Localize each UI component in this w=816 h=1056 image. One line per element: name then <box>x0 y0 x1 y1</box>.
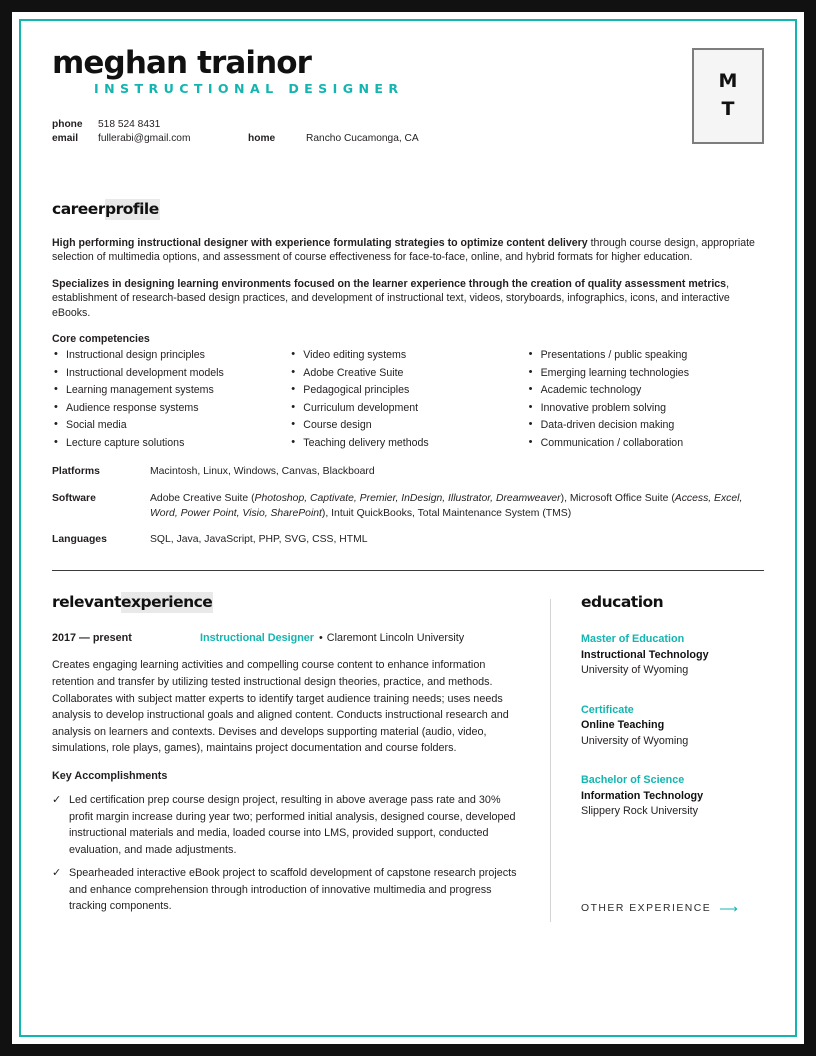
contact-info <box>52 118 764 146</box>
software-text-2: ), Microsoft Office Suite ( <box>560 493 675 505</box>
software-label: Software <box>52 493 96 505</box>
education-item <box>581 773 763 820</box>
job-dates: 2017 — present <box>52 632 132 645</box>
list-item: • Presentations / public speaking <box>527 347 764 365</box>
heading-text-experience: experience <box>121 592 213 611</box>
list-item: • Course design <box>289 417 526 435</box>
education-school: Slippery Rock University <box>581 805 698 818</box>
profile-paragraph-2-bold: Specializes in designing learning environments focused on the learner experience through the creation of quality assessment metrics <box>52 277 727 290</box>
languages-label: Languages <box>52 534 107 546</box>
languages-value: SQL, Java, JavaScript, PHP, SVG, CSS, HTML <box>150 534 368 546</box>
list-item: • Innovative problem solving <box>527 400 764 418</box>
relevant-experience-heading <box>52 592 550 611</box>
experience-column <box>52 592 550 922</box>
education-item <box>581 632 763 679</box>
profile-paragraph-1-bold: High performing instructional designer with experience formulating strategies to optimize content delivery <box>52 236 588 249</box>
monogram-initial-1: M <box>718 70 738 93</box>
platforms-label: Platforms <box>52 466 100 478</box>
job-title: Instructional Designer <box>200 632 314 645</box>
list-item: • Social media <box>52 417 289 435</box>
platforms-value: Macintosh, Linux, Windows, Canvas, Blackboard <box>150 466 375 478</box>
table-row <box>52 465 764 492</box>
list-item: • Pedagogical principles <box>289 382 526 400</box>
list-item: • Data-driven decision making <box>527 417 764 435</box>
table-row <box>52 533 764 560</box>
list-item: ✓ Led certification prep course design project, resulting in above average pass rate and 30% profit margin increase during year two; performed initial analysis, designed course, developed instructional materials and media, loaded course into LMS, provided support, conducted evaluation, and made adjustments. <box>52 792 522 858</box>
accomplishments-list <box>52 792 522 915</box>
home-value: Rancho Cucamonga, CA <box>306 132 419 144</box>
profile-paragraph-2 <box>52 277 764 321</box>
arrow-right-icon: ⟶ <box>719 900 740 916</box>
profile-paragraph-2-rest: , establishment of research-based design practices, and development of instructional text, videos, storyboards, infographics, icons, and interactive eBooks. <box>52 277 730 319</box>
contact-row-phone <box>52 118 419 132</box>
contact-spacer-1 <box>246 118 306 132</box>
list-item: • Adobe Creative Suite <box>289 365 526 383</box>
education-field: Instructional Technology <box>581 648 709 661</box>
job-description: Creates engaging learning activities and compelling course content to enhance information retention and transfer by utilizing tested instructional design theories, practice, and methods. Collaborates with subject matter experts to identify target audience training needs; uses needs analysis to develop instructional goals and aligned content. Conducts instructional research and analysis on learners and contexts. Devises and develops supporting material (audio, video, simulations, role plays, games), maintains project documentation and course folders. <box>52 659 509 755</box>
phone-value: 518 524 8431 <box>98 118 161 130</box>
education-degree: Bachelor of Science <box>581 774 685 787</box>
other-experience-link[interactable] <box>581 902 763 915</box>
job-header <box>52 631 550 645</box>
name-block <box>52 40 764 96</box>
section-divider <box>52 570 764 571</box>
list-item: • Teaching delivery methods <box>289 435 526 453</box>
heading-text-profile: profile <box>104 200 159 218</box>
resume-content <box>52 40 764 1028</box>
contact-spacer-2 <box>306 118 419 132</box>
competency-column-3 <box>527 347 764 452</box>
list-item: • Learning management systems <box>52 382 289 400</box>
core-competencies-columns <box>52 347 764 452</box>
career-profile-heading <box>52 202 764 218</box>
list-item: • Communication / collaboration <box>527 435 764 453</box>
table-row <box>52 492 764 533</box>
software-text-1: Adobe Creative Suite ( <box>150 493 255 505</box>
email-value[interactable]: fullerabi@gmail.com <box>98 132 191 144</box>
software-italic-1: Photoshop, Captivate, Premier, InDesign, Illustrator, Dreamweaver <box>254 493 561 505</box>
heading-text-career: career <box>52 200 105 218</box>
software-value <box>150 492 764 533</box>
education-field: Online Teaching <box>581 719 665 732</box>
software-italic-2: Access, Excel, Word, Power Point, Visio, SharePoint <box>150 493 743 519</box>
lower-columns <box>52 592 764 922</box>
phone-label: phone <box>52 118 83 130</box>
other-experience-label: OTHER EXPERIENCE <box>581 902 712 914</box>
competency-column-1 <box>52 347 289 452</box>
professional-title: INSTRUCTIONAL DESIGNER <box>94 81 404 96</box>
education-school: University of Wyoming <box>581 664 689 677</box>
education-column <box>551 592 763 922</box>
profile-paragraph-1-rest: through course design, appropriate selection of multimedia options, and assessment of course effectiveness for face-to-face, online, and hybrid formats for higher education. <box>52 236 755 264</box>
list-item: • Instructional design principles <box>52 347 289 365</box>
list-item: • Curriculum development <box>289 400 526 418</box>
career-profile-section <box>52 202 764 571</box>
education-heading: education <box>581 592 664 611</box>
core-competencies-title: Core competencies <box>52 333 150 346</box>
page-title: meghan trainor <box>52 45 312 81</box>
software-text-3: ), Intuit QuickBooks, Total Maintenance System (TMS) <box>321 507 572 519</box>
job-organization: Claremont Lincoln University <box>326 632 465 645</box>
key-accomplishments-title: Key Accomplishments <box>52 769 168 782</box>
education-degree: Master of Education <box>581 633 685 646</box>
email-label: email <box>52 132 79 144</box>
skills-table <box>52 465 764 559</box>
home-label: home <box>248 132 276 144</box>
list-item: • Lecture capture solutions <box>52 435 289 453</box>
list-item: • Video editing systems <box>289 347 526 365</box>
monogram-badge <box>692 48 764 144</box>
profile-paragraph-1 <box>52 236 764 265</box>
bullet-separator-icon: • <box>319 632 323 645</box>
education-item <box>581 703 763 750</box>
list-item: • Instructional development models <box>52 365 289 383</box>
list-item: • Audience response systems <box>52 400 289 418</box>
list-item: • Academic technology <box>527 382 764 400</box>
contact-row-email <box>52 132 419 146</box>
education-degree: Certificate <box>581 703 634 716</box>
list-item: • Emerging learning technologies <box>527 365 764 383</box>
list-item: ✓ Spearheaded interactive eBook project to scaffold development of capstone research projects and enhance comprehension through introduction of innovative multimedia and progress tracking components. <box>52 865 522 915</box>
resume-header <box>52 40 764 160</box>
competency-column-2 <box>289 347 526 452</box>
education-field: Information Technology <box>581 789 704 802</box>
monogram-initial-2: T <box>721 98 735 120</box>
education-school: University of Wyoming <box>581 734 689 747</box>
heading-text-relevant: relevant <box>52 592 121 611</box>
